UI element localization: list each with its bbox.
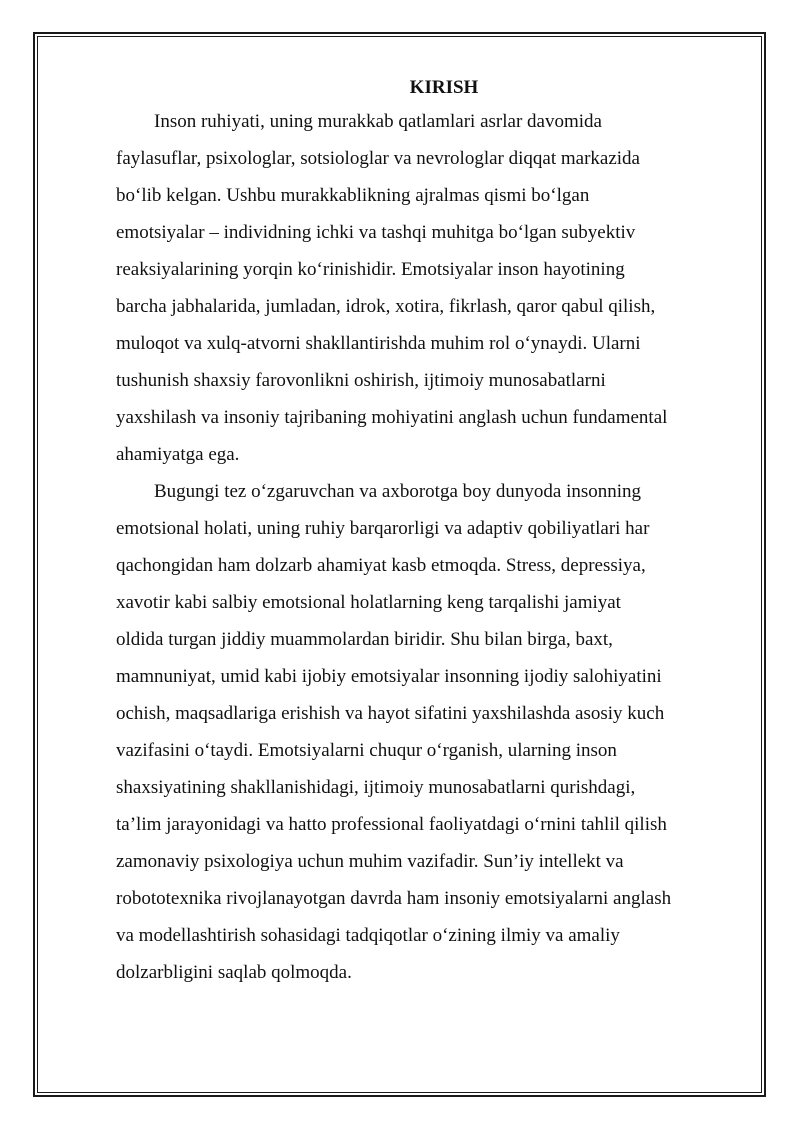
- paragraph-line: Bugungi tez o‘zgaruvchan va axborotga boy dunyoda insonning: [154, 481, 642, 502]
- paragraph-1: [116, 103, 746, 473]
- paragraph-2: [116, 473, 746, 991]
- paragraph-line: muloqot va xulq-atvorni shakllantirishda muhim rol o‘ynaydi. Ularni: [116, 333, 641, 354]
- paragraph-line: faylasuflar, psixologlar, sotsiologlar va nevrologlar diqqat markazida: [116, 148, 640, 169]
- paragraph-line: robototexnika rivojlanayotgan davrda ham insoniy emotsiyalarni anglash: [116, 888, 672, 909]
- paragraph-line: oldida turgan jiddiy muammolardan biridir. Shu bilan birga, baxt,: [116, 629, 613, 650]
- paragraph-line: emotsiyalar – individning ichki va tashqi muhitga bo‘lgan subyektiv: [116, 222, 636, 243]
- paragraph-line: bo‘lib kelgan. Ushbu murakkablikning ajralmas qismi bo‘lgan: [116, 185, 590, 206]
- document-body: [116, 73, 746, 991]
- paragraph-line: Inson ruhiyati, uning murakkab qatlamlari asrlar davomida: [154, 111, 602, 132]
- paragraph-line: ta’lim jarayonidagi va hatto professional faoliyatdagi o‘rnini tahlil qilish: [116, 814, 667, 835]
- paragraph-line: vazifasini o‘taydi. Emotsiyalarni chuqur o‘rganish, ularning inson: [116, 740, 617, 761]
- paragraph-line: yaxshilash va insoniy tajribaning mohiyatini anglash uchun fundamental: [116, 407, 668, 428]
- paragraph-line: ahamiyatga ega.: [116, 444, 240, 465]
- paragraph-line: emotsional holati, uning ruhiy barqarorligi va adaptiv qobiliyatlari har: [116, 518, 650, 539]
- paragraph-line: barcha jabhalarida, jumladan, idrok, xotira, fikrlash, qaror qabul qilish,: [116, 296, 656, 317]
- paragraph-line: dolzarbligini saqlab qolmoqda.: [116, 962, 352, 983]
- paragraph-line: qachongidan ham dolzarb ahamiyat kasb etmoqda. Stress, depressiya,: [116, 555, 646, 576]
- paragraph-line: zamonaviy psixologiya uchun muhim vazifadir. Sun’iy intellekt va: [116, 851, 624, 872]
- paragraph-line: reaksiyalarining yorqin ko‘rinishidir. Emotsiyalar inson hayotining: [116, 259, 625, 280]
- paragraph-line: xavotir kabi salbiy emotsional holatlarning keng tarqalishi jamiyat: [116, 592, 621, 613]
- paragraph-line: ochish, maqsadlariga erishish va hayot sifatini yaxshilashda asosiy kuch: [116, 703, 665, 724]
- paragraph-line: shaxsiyatining shakllanishidagi, ijtimoiy munosabatlarni qurishdagi,: [116, 777, 636, 798]
- paragraph-line: tushunish shaxsiy farovonlikni oshirish, ijtimoiy munosabatlarni: [116, 370, 606, 391]
- paragraph-line: mamnuniyat, umid kabi ijobiy emotsiyalar insonning ijodiy salohiyatini: [116, 666, 662, 687]
- paragraph-line: va modellashtirish sohasidagi tadqiqotlar o‘zining ilmiy va amaliy: [116, 925, 620, 946]
- section-heading: KIRISH: [409, 77, 479, 98]
